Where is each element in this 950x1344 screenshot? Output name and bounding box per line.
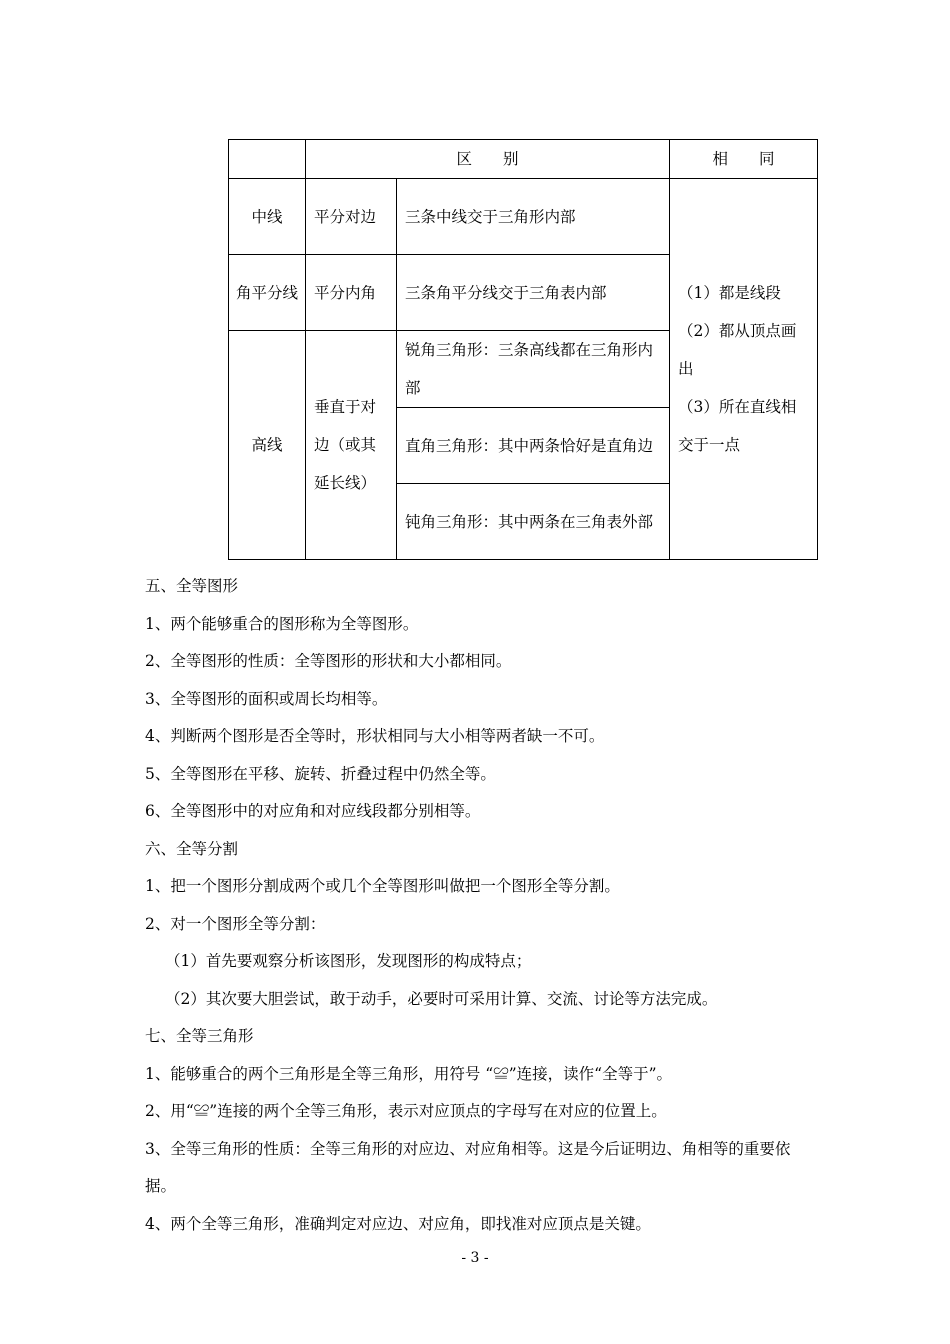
table-header-row [229,140,818,179]
row-desc-cell: 直角三角形：其中两条恰好是直角边 [397,408,670,484]
list-item: 2、全等图形的性质：全等图形的形状和大小都相同。 [145,652,512,670]
same-item: （2）都从顶点画出 [678,322,797,378]
section-title: 五、全等图形 [145,577,239,595]
row-name-cell: 中线 [229,179,306,255]
table-row-median [229,179,818,255]
list-item: 2、对一个图形全等分割： [145,914,326,933]
row-prop-cell: 平分内角 [306,255,397,331]
row-prop-cell: 平分对边 [306,179,397,255]
row-desc-cell: 锐角三角形：三条高线都在三角形内部 [397,331,670,408]
page-number: - 3 - [461,1250,489,1266]
header-empty-cell [229,140,306,179]
same-content-cell [670,179,818,560]
section-title: 六、全等分割 [145,839,239,858]
list-item: 1、能够重合的两个三角形是全等三角形，用符号 “≌”连接，读作“全等于”。 [145,1064,672,1083]
comparison-table [228,139,818,560]
sub-list-item: （1）首先要观察分析该图形，发现图形的构成特点； [165,952,532,970]
row-desc-cell: 三条角平分线交于三角表内部 [397,255,670,331]
same-item: （3）所在直线相交于一点 [678,398,797,454]
row-desc-cell: 三条中线交于三角形内部 [397,179,670,255]
header-same-cell: 相 同 [670,140,818,179]
list-item: 1、把一个图形分割成两个或几个全等图形叫做把一个图形全等分割。 [145,877,620,895]
header-diff-cell: 区 别 [306,140,670,179]
section-title: 七、全等三角形 [145,1027,254,1045]
list-item: 2、用“≌”连接的两个全等三角形，表示对应顶点的字母写在对应的位置上。 [145,1102,667,1120]
list-item: 3、全等图形的面积或周长均相等。 [145,689,388,708]
list-item: 4、两个全等三角形，准确判定对应边、对应角，即找准对应顶点是关键。 [145,1214,651,1233]
document-body [145,568,825,1243]
list-item: 4、判断两个图形是否全等时，形状相同与大小相等两者缺一不可。 [145,727,605,745]
row-prop-cell: 垂直于对边（或其延长线） [306,331,397,560]
list-item: 6、全等图形中的对应角和对应线段都分别相等。 [145,802,481,820]
row-desc-cell: 钝角三角形：其中两条在三角表外部 [397,484,670,560]
sub-list-item: （2）其次要大胆尝试，敢于动手，必要时可采用计算、交流、讨论等方法完成。 [165,989,718,1008]
list-item: 5、全等图形在平移、旋转、折叠过程中仍然全等。 [145,764,496,783]
same-item: （1）都是线段 [678,284,781,302]
list-item: 3、全等三角形的性质：全等三角形的对应边、对应角相等。这是今后证明边、角相等的重要依据。 [145,1139,791,1195]
row-name-cell: 角平分线 [229,255,306,331]
row-name-cell: 高线 [229,331,306,560]
list-item: 1、两个能够重合的图形称为全等图形。 [145,614,419,633]
